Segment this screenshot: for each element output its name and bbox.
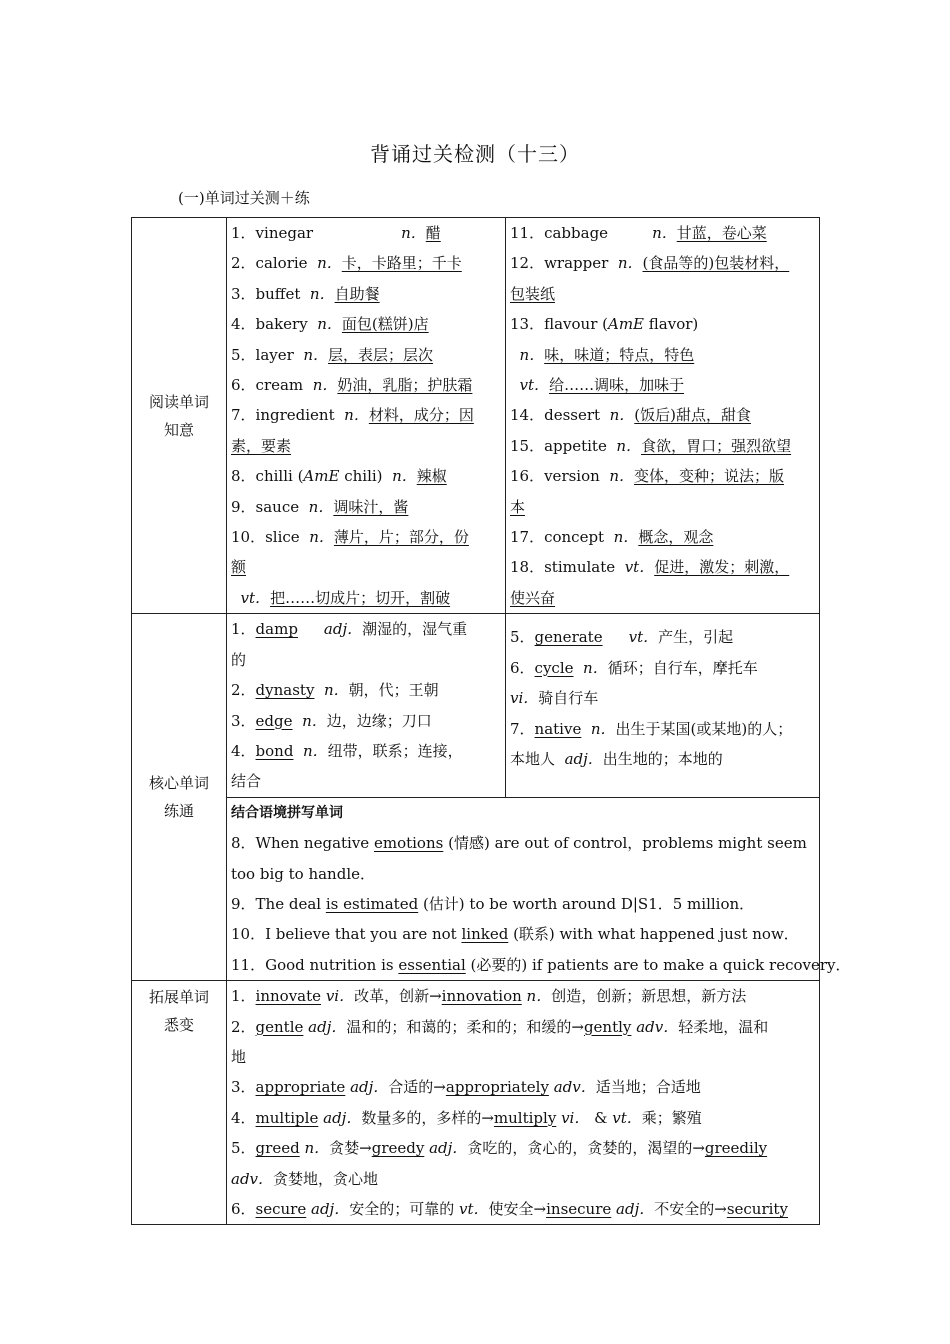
- list-item: 18．stimulate vt．促进，激发；刺激，: [510, 558, 790, 577]
- list-item: 3．edge n．边，边缘；刀口: [231, 711, 432, 730]
- list-item: 17．concept n．概念，观念: [510, 528, 714, 547]
- extend-label: 拓展单词 悉变: [132, 981, 227, 1225]
- list-item: 4．bakery n．面包(糕饼)店: [231, 315, 429, 334]
- list-item: 14．dessert n．(饭后)甜点，甜食: [510, 406, 751, 425]
- list-item: 5．greed n．贪婪→greedy adj．贪吃的，贪心的，贪婪的，渴望的→greedily: [231, 1139, 768, 1158]
- list-item: 9．sauce n．调味汁，酱: [231, 497, 409, 516]
- reading-left-column: 1．vinegar n．醋 2．calorie n．卡，卡路里；千卡 3．buffet n．自助餐 4．bakery n．面包(糕饼)店 5．layer n．层，表层；层次 6．cream n．奶油，乳脂；护肤霜 7．ingredient n．材料，成分；因 素，要素 8．chilli (AmE chili) n．辣椒 9．sauce n．调味汁，酱 10．slice n．薄片，片；部分，份 额 vt．把……切成片；切开，割破: [227, 218, 506, 614]
- list-item: 10．I believe that you are not linked (联系) with what happened just now．: [231, 925, 799, 944]
- vocab-table: [131, 217, 851, 1225]
- list-item: 12．wrapper n．(食品等的)包装材料，: [510, 254, 790, 273]
- list-item: 4．multiple adj．数量多的，多样的→multiply vi． & vt．乘；繁殖: [231, 1108, 702, 1127]
- list-item: 1．vinegar n．醋: [231, 224, 441, 242]
- list-item: 4．bond n．纽带，联系；连接，: [231, 741, 463, 760]
- list-item: 6．cycle n．循环；自行车，摩托车: [510, 658, 758, 677]
- extend-cell: 1．innovate vi．改革，创新→innovation n．创造，创新；新思想，新方法 2．gentle adj．温和的；和蔼的；柔和的；和缓的→gently adv．轻柔地，温和 地 3．appropriate adj．合适的→appropriately adv．适当地；合适地 4．multiple adj．数量多的，多样的→multiply vi． & vt．乘；繁殖 5．greed n．贪婪→greedy adj．贪吃的，贪心的，贪婪的，渴望的→greedily adv．贪婪地，贪心地 6．secure adj．安全的；可靠的 vt．使安全→insecure adj．不安全的→security: [227, 981, 820, 1225]
- list-item: 9．The deal is estimated (估计) to be worth around D|S1．5 million．: [231, 894, 755, 913]
- list-item: 6．cream n．奶油，乳脂；护肤霜: [231, 376, 473, 395]
- list-item: 13．flavour (AmE flavor): [510, 315, 699, 334]
- list-item: 2．calorie n．卡，卡路里；千卡: [231, 254, 462, 273]
- reading-right-column: 11．cabbage n．甘蓝，卷心菜 12．wrapper n．(食品等的)包装材料， 包装纸 13．flavour (AmE flavor) n．味，味道；特点，特色 vt．给……调味，加味于 14．dessert n．(饭后)甜点，甜食 15．appetite n．食欲，胃口；强烈欲望 16．version n．变体，变种；说法；版 本 17．concept n．概念，观念 18．stimulate vt．促进，激发；刺激， 使兴奋: [506, 218, 820, 614]
- list-item: 15．appetite n．食欲，胃口；强烈欲望: [510, 436, 792, 455]
- list-item: 7．ingredient n．材料，成分；因: [231, 406, 474, 425]
- section-subtitle: (一)单词过关测＋练: [178, 189, 310, 207]
- list-item: 5．layer n．层，表层；层次: [231, 345, 434, 364]
- list-item: 8．When negative emotions (情感) are out of control，problems might seem too big to handle．: [231, 834, 807, 883]
- extend-row: [132, 981, 820, 1225]
- list-item: 1．damp adj．潮湿的，湿气重: [231, 620, 468, 639]
- list-item: 8．chilli (AmE chili) n．辣椒: [231, 467, 447, 486]
- list-item: 11．cabbage n．甘蓝，卷心菜: [510, 224, 767, 242]
- list-item: 2．dynasty n．朝，代；王朝: [231, 681, 439, 700]
- list-item: 2．gentle adj．温和的；和蔼的；柔和的；和缓的→gently adv．轻柔地，温和: [231, 1017, 769, 1036]
- reading-label: 阅读单词 知意: [132, 218, 227, 614]
- context-heading: 结合语境拼写单词: [231, 804, 343, 821]
- reading-row: [132, 218, 820, 614]
- list-item: 5．generate vt．产生，引起: [510, 628, 734, 647]
- context-cell: [227, 797, 851, 980]
- page-title: 背诵过关检测（十三）: [370, 142, 580, 166]
- core-left-column: 1．damp adj．潮湿的，湿气重 的 2．dynasty n．朝，代；王朝 3．edge n．边，边缘；刀口 4．bond n．纽带，联系；连接， 结合: [227, 614, 506, 797]
- context-row: [132, 797, 820, 980]
- list-item: 10．slice n．薄片，片；部分，份: [231, 528, 469, 547]
- core-row: [132, 614, 820, 797]
- list-item: 11．Good nutrition is essential (必要的) if patients are to make a quick recovery．: [231, 955, 851, 974]
- list-item: 3．appropriate adj．合适的→appropriately adv．适当地；合适地: [231, 1078, 701, 1097]
- list-item: 1．innovate vi．改革，创新→innovation n．创造，创新；新思想，新方法: [231, 987, 747, 1006]
- list-item: 7．native n．出生于某国(或某地)的人；: [510, 719, 793, 738]
- list-item: 16．version n．变体，变种；说法；版: [510, 467, 785, 486]
- list-item: 3．buffet n．自助餐: [231, 284, 380, 303]
- list-item: 6．secure adj．安全的；可靠的 vt．使安全→insecure adj．不安全的→security: [231, 1200, 788, 1218]
- core-label: 核心单词 练通: [132, 614, 227, 981]
- core-right-column: 5．generate vt．产生，引起 6．cycle n．循环；自行车，摩托车 vi．骑自行车 7．native n．出生于某国(或某地)的人； 本地人 adj．出生地的；本地的: [506, 614, 820, 797]
